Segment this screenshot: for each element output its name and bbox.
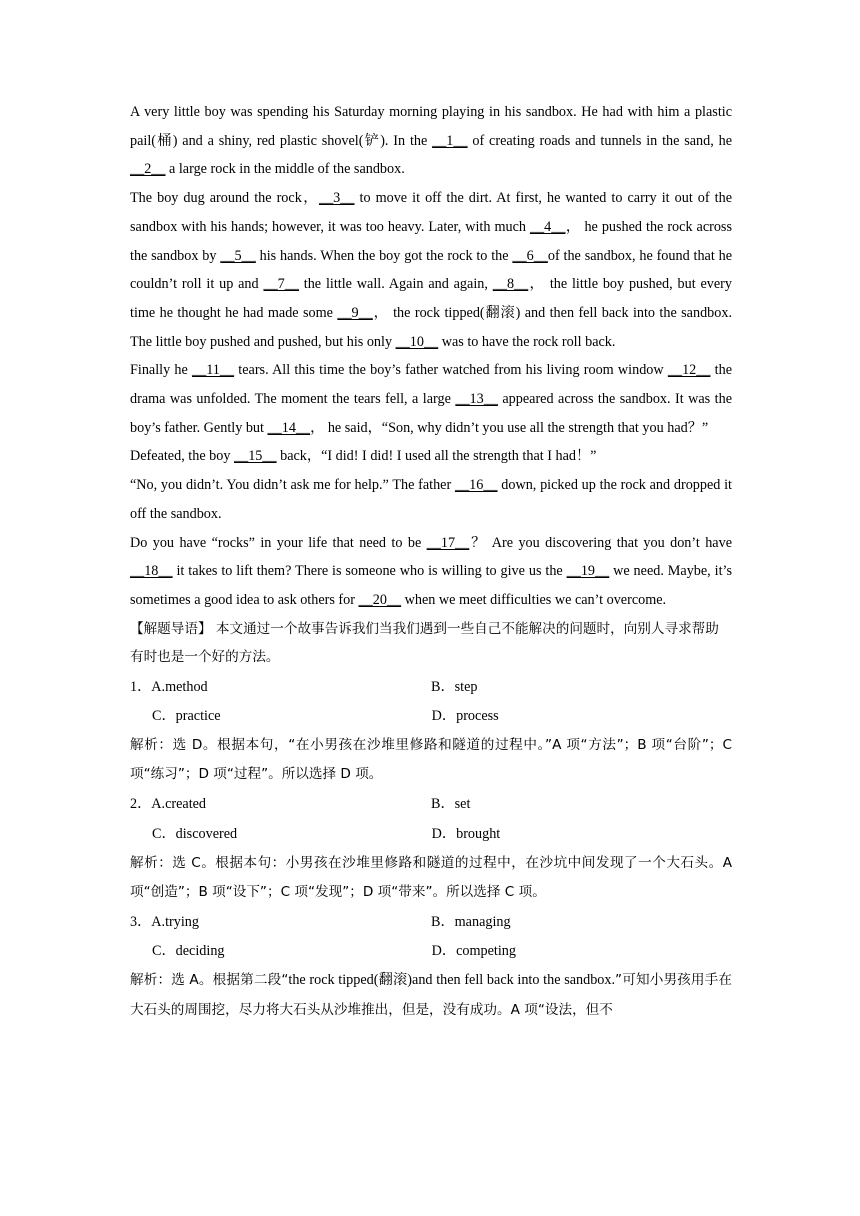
passage-paragraph [130,529,732,615]
cloze-blank: __9__ [337,304,373,321]
cloze-blank: __11__ [192,362,235,379]
option-a: 3．A.trying [130,913,199,930]
option-c: C．practice [152,708,221,725]
cloze-blank: __8__ [492,276,529,293]
cloze-blank: __16__ [454,477,498,494]
cloze-blank: __7__ [263,276,299,293]
cloze-blank: __4__ [529,218,566,235]
option-d: D．competing [431,943,516,960]
question-list [130,672,732,1025]
passage-text: tears. All this time the boy’s father watched from his living room window [234,362,668,379]
option-c: C．deciding [152,943,225,960]
cloze-blank: __2__ [130,161,166,178]
cloze-blank: __3__ [318,190,355,207]
passage-text: ， the rock tipped(翻滚) and then fell back into the sandbox. The little boy pushed and pushed, but his only [130,304,732,350]
passage-text: A very little boy was spending his Saturday morning playing in his sandbox. He had with him a plastic pail(桶) and a shiny, red plastic shovel(铲). In the [130,104,732,149]
explanation-text: 解析：选 D。根据本句，“在小男孩在沙堆里修路和隧道的过程中。”A 项“方法”；B 项“台阶”；C 项“练习”；D 项“过程”。所以选择 D 项。 [130,737,732,783]
passage-text: The boy dug around the rock， [130,190,319,207]
cloze-passage [130,98,732,615]
answer-explanation [130,849,732,907]
passage-text: when we meet difficulties we can’t overcome. [401,591,667,608]
option-d: D．process [431,708,499,725]
passage-text: of the sandbox, he found that he couldn’t roll it up and [130,247,733,293]
guide-text: 本文通过一个故事告诉我们当我们遇到一些自己不能解决的问题时，向别人寻求帮助有时也是一个好的方法。 [130,620,719,666]
cloze-blank: __18__ [130,563,173,580]
passage-text: ？ Are you discovering that you don’t have [469,534,732,551]
solution-guide [130,615,732,672]
passage-text: Do you have “rocks” in your life that need to be [130,534,427,551]
passage-text: Defeated, the boy [130,448,234,465]
question-item [130,907,732,1025]
option-d: D．brought [431,825,501,842]
cloze-blank: __6__ [512,247,548,264]
passage-text: down, picked up the rock and dropped it off the sandbox. [130,477,732,522]
passage-text: a large rock in the middle of the sandbox. [165,161,405,178]
guide-title: 【解题导语】 [130,620,212,637]
explanation-text: 解析：选 A。根据第二段“ [130,972,289,989]
option-row [130,790,732,820]
passage-text: “No, you didn’t. You didn’t ask me for help.” The father [130,477,455,494]
passage-text: the little wall. Again and again, [298,276,493,293]
option-a: 1．A.method [130,678,208,695]
document-page [130,98,732,1025]
passage-paragraph [130,98,732,184]
passage-text: his hands. When the boy got the rock to the [255,247,513,264]
passage-text: ， he pushed the rock across the sandbox by [130,218,732,264]
cloze-blank: __20__ [358,591,402,608]
passage-text: back，“I did! I did! I used all the strength that I had！” [276,448,597,465]
option-row [130,819,732,849]
explanation-text: the rock tipped(翻滚)and then fell back into the sandbox. [288,972,616,989]
cloze-blank: __14__ [267,419,311,436]
question-item [130,790,732,908]
cloze-blank: __1__ [432,132,468,149]
explanation-text: ”可知小男孩用手在大石头的周围挖，尽力将大石头从沙堆推出，但是，没有成功。A 项“设法，但不 [130,972,732,1018]
answer-explanation [130,966,732,1024]
option-row [130,702,732,732]
passage-text: ， he said，“Son, why didn’t you use all the strength that you had？” [310,419,709,436]
passage-text: we need. Maybe, it’s sometimes a good idea to ask others for [130,563,732,608]
passage-text: ， the little boy pushed, but every time he thought he had made some [130,276,732,321]
option-b: B．step [431,678,478,695]
question-item [130,672,732,790]
cloze-blank: __17__ [426,534,470,551]
passage-text: appeared across the sandbox. It was the boy’s father. Gently but [130,391,732,436]
option-c: C．discovered [152,825,238,842]
option-row [130,672,732,702]
cloze-blank: __10__ [395,333,439,350]
option-a: 2．A.created [130,796,207,813]
passage-text: Finally he [130,362,193,379]
answer-explanation [130,731,732,789]
explanation-text: 解析：选 C。根据本句：小男孩在沙堆里修路和隧道的过程中，在沙坑中间发现了一个大石头。A 项“创造”；B 项“设下”；C 项“发现”；D 项“带来”。所以选择 C 项。 [130,854,732,901]
cloze-blank: __5__ [220,247,256,264]
passage-text: of creating roads and tunnels in the sand, he [467,132,733,149]
option-b: B．set [431,796,471,813]
passage-paragraph [130,184,732,356]
passage-paragraph [130,442,732,471]
passage-text: it takes to lift them? There is someone who is willing to give us the [172,563,567,580]
cloze-blank: __12__ [667,362,711,379]
passage-text: was to have the rock roll back. [438,333,616,350]
cloze-blank: __19__ [566,563,610,580]
option-row [130,937,732,967]
cloze-blank: __15__ [234,448,277,465]
passage-paragraph [130,471,732,528]
option-row [130,907,732,937]
passage-paragraph [130,356,732,442]
cloze-blank: __13__ [455,391,498,408]
passage-text: to move it off the dirt. At first, he wanted to carry it out of the sandbox with his hands; however, it was too heavy. Later, with much [130,190,732,235]
passage-text: the drama was unfolded. The moment the tears fell, a large [130,362,732,408]
option-b: B．managing [431,913,511,930]
